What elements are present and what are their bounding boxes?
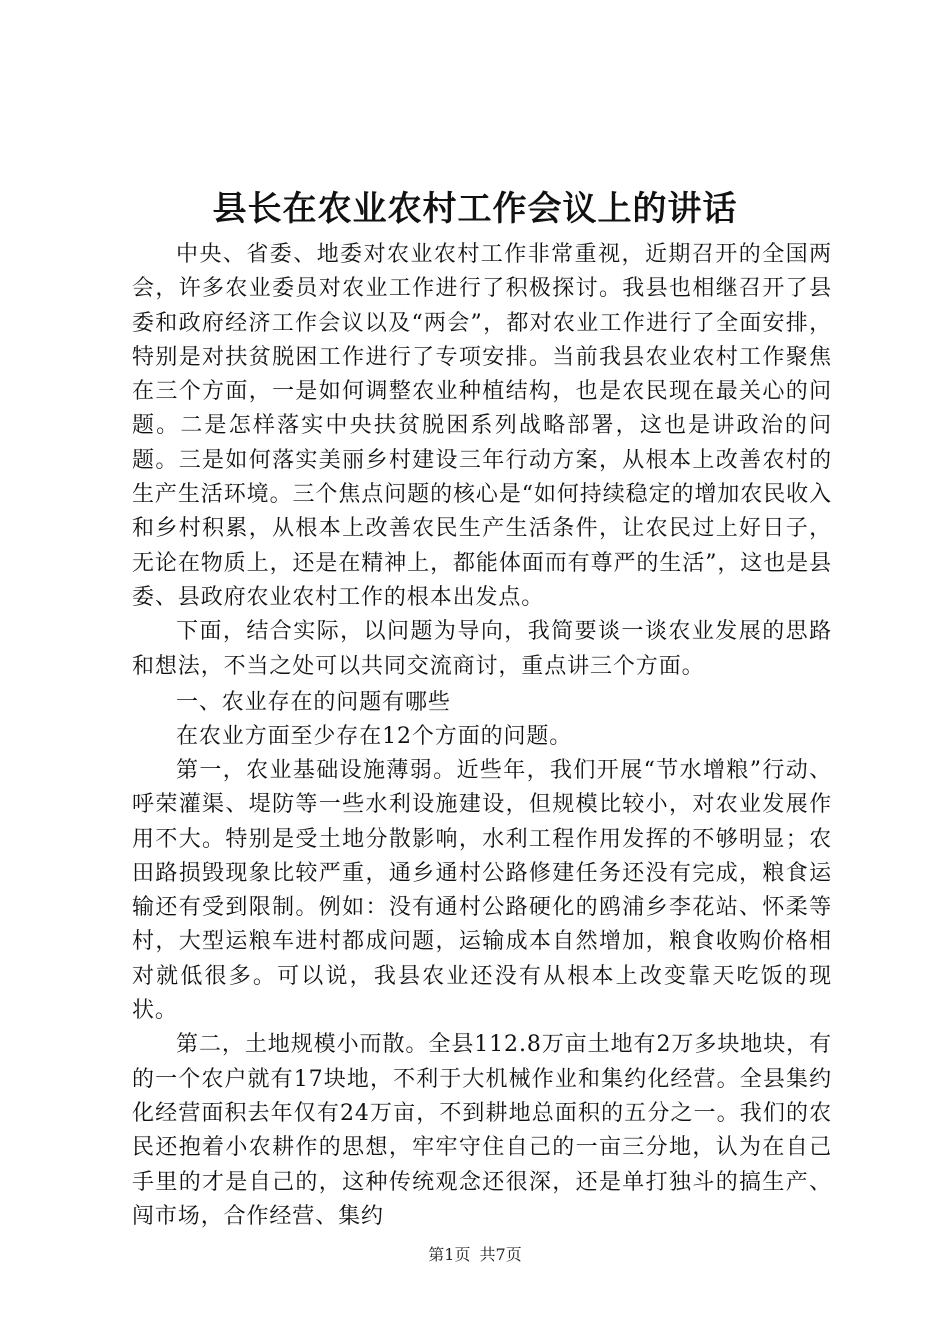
paragraph: 第二，土地规模小而散。全县112.8万亩土地有2万多块地块，有的一个农户就有17块地，不利于大机械作业和集约化经营。全县集约化经营面积去年仅有24万亩，不到耕地总面积的五分之一。我们的农民还抱着小农耕作的思想，牢牢守住自己的一亩三分地，认为在自己手里的才是自己的，这种传统观念还很深，还是单打独斗的搞生产、闯市场，合作经营、集约 — [132, 1032, 832, 1229]
page-footer — [0, 1244, 950, 1266]
paragraph: 下面，结合实际，以问题为导向，我简要谈一谈农业发展的思路和想法，不当之处可以共同交流商讨，重点讲三个方面。 — [132, 619, 832, 679]
section-heading: 一、农业存在的问题有哪些 — [176, 690, 451, 715]
intro-block — [132, 238, 832, 684]
section-header-block — [132, 686, 832, 755]
section-intro: 在农业方面至少存在12个方面的问题。 — [176, 724, 573, 750]
document-title: 县长在农业农村工作会议上的讲话 — [212, 189, 738, 229]
page-number: 第1页 — [428, 1245, 471, 1264]
paragraph: 中央、省委、地委对农业农村工作非常重视，近期召开的全国两会，许多农业委员对农业工作进行了积极探讨。我县也相继召开了县委和政府经济工作会议以及“两会”，都对农业工作进行了全面安排，特别是对扶贫脱困工作进行了专项安排。当前我县农业农村工作聚焦在三个方面，一是如何调整农业种植结构，也是农民现在最关心的问题。二是怎样落实中央扶贫脱困系列战略部署，这也是讲政治的问题。三是如何落实美丽乡村建设三年行动方案，从根本上改善农村的生产生活环境。三个焦点问题的核心是“如何持续稳定的增加农民收入和乡村积累，从根本上改善农民生产生活条件，让农民过上好日子，无论在物质上，还是在精神上，都能体面而有尊严的生活”，这也是县委、县政府农业农村工作的根本出发点。 — [132, 242, 832, 610]
page-total: 共7页 — [479, 1245, 522, 1264]
section-body-block — [132, 754, 832, 1234]
paragraph: 第一，农业基础设施薄弱。近些年，我们开展“节水增粮”行动、呼荣灌渠、堤防等一些水利设施建设，但规模比较小，对农业发展作用不大。特别是受土地分散影响，水利工程作用发挥的不够明显；农田路损毁现象比较严重，通乡通村公路修建任务还没有完成，粮食运输还有受到限制。例如：没有通村公路硬化的鸥浦乡李花站、怀柔等村，大型运粮车进村都成问题，运输成本自然增加，粮食收购价格相对就低很多。可以说，我县农业还没有从根本上改变靠天吃饭的现状。 — [132, 758, 832, 1024]
